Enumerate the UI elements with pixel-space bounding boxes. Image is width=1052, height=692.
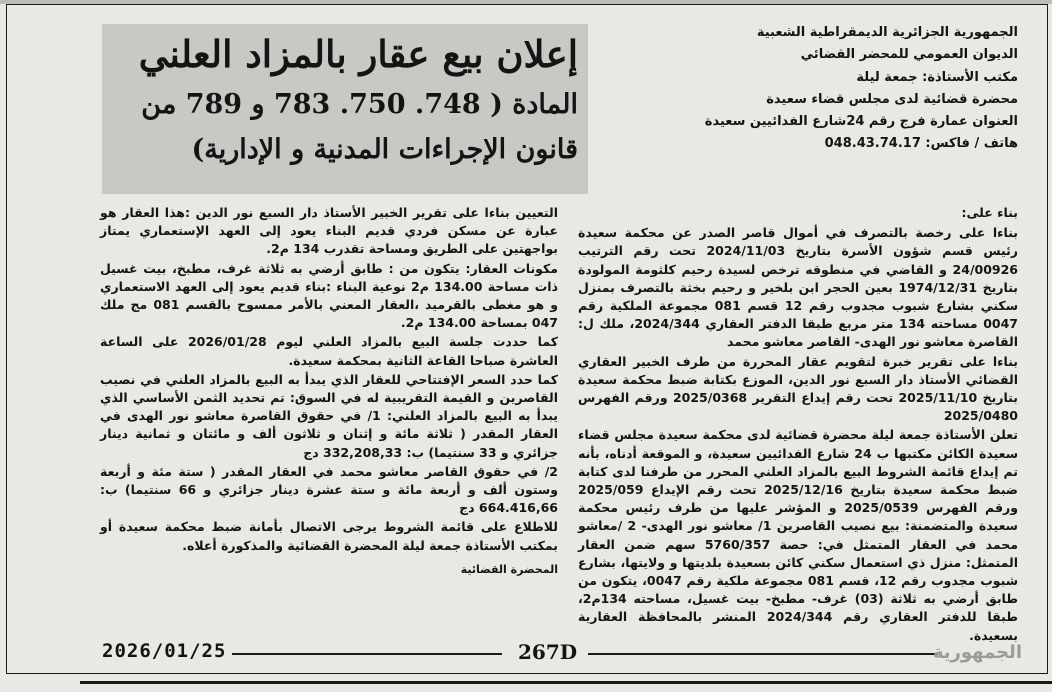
paragraph-property-description: التعيين بناءا على تقرير الخبير الأستاذ دار السبع نور الدين :هذا العقار هو عبارة عن مسكن فردي قديم البناء يعود إلى العهد الإستعماري يمتاز بواجهتين على الطريق ومساحة تقدرب 134 م2.	[100, 205, 558, 257]
announcement-subtitle-law: قانون الإجراءات المدنية و الإدارية)	[191, 134, 578, 165]
left-text-column	[100, 204, 558, 579]
bailiff-header	[668, 22, 1018, 156]
intro-line: بناء على:	[961, 205, 1018, 220]
footer-rule-left	[232, 653, 502, 655]
paragraph-contact: للاطلاع على قائمة الشروط يرجى الاتصال بأمانة ضبط محكمة سعيدة أو بمكتب الأستاذة جمعة ليلة المحضرة القضائية والمذكورة أعلاه.	[100, 519, 558, 553]
header-line-jurisdiction: محضرة قضائية لدى مجلس قضاء سعيدة	[766, 91, 1018, 107]
footer-date: 2026/01/25	[102, 640, 227, 662]
paragraph-second-share: 2/ في حقوق القاصر معاشو محمد في العقار المقدر ( ستة مئة و أربعة وستون ألف و أربعة مائة و ستة عشرة دينار جزائري و 66 سنتيما) ب: 664.416,66 دج	[100, 463, 558, 516]
paragraph-hearing-date: كما حددت جلسة البيع بالمزاد العلني ليوم 2026/01/28 على الساعة العاشرة صباحا القاعة الثانية بمحكمة سعيدة.	[100, 334, 558, 368]
header-line-office: الديوان العمومي للمحضر القضائي	[800, 47, 1018, 63]
right-text-column	[578, 204, 1018, 646]
paragraph-sale-notice: تعلن الأستاذة جمعة ليلة محضرة قضائية لدى محكمة سعيدة مجلس قضاء سعيدة الكائن مكتبها ب 24 شارع الفدائيين سعيدة، و الموقعة أدناه، بأنه تم إيداع قائمة الشروط البيع بالمزاد العلني المحرر من طرفنا لدى كتابة ضبط محكمة سعيدة بتاريخ 2025/12/16 تحت رقم الإيداع 2025/059 ورقم الفهرس 2025/0539 و المؤشر عليها من طرف رئيس محكمة سعيدة والمتضمنة: بيع نصيب القاصرين 1/ معاشو نور الهدى- 2 /معاشو محمد في العقار المتمثل في: حصة 5760/357 سهم ضمن العقار المتمثل: منزل ذي استعمال سكني كائن بسعيدة بلديتها و ولايتها، بشارع شبوب مجدوب رقم 12، قسم 081 مجموعة ملكية رقم 0047، يتكون من طابق أرضي به ثلاثة (03) غرف- مطبخ- بيت غسيل، مساحته 134م2، طبقا للدفتر العقاري رقم 2024/344 المنشر بالمحافظة العقارية بسعيدة.	[578, 427, 1019, 643]
next-page-edge	[80, 681, 1052, 692]
paragraph-expert-report: بناءا على تقرير خبرة لتقويم عقار المحررة من طرف الخبير العقاري القضائي الأستاذ دار السبع نور الدين، الموزع بكتابة ضبط محكمة سعيدة بتاريخ 2025/11/10 تحت رقم إيداع التقرير 2025/0368 ورقم الفهرس 2025/0480	[578, 353, 1018, 424]
announcement-title-box	[102, 24, 588, 194]
paragraph-authorization: بناءا على رخصة بالتصرف في أموال قاصر الصدر عن محكمة سعيدة رئيس قسم شؤون الأسرة بتاريخ 2024/11/03 تحت رقم الترتيب 24/00926 و القاضي في منطوقه ترخص لسيدة رحيم كلثومة المولودة بتاريخ 1974/12/31 بعين الحجر ابن بلخير و رحيم بخثة بالتصرف بمنزل سكني بشارع شبوب مجدوب رقم 12 قسم 081 مجموعة الملكية رقم 0047 مساحته 134 متر مربع طبقا الدفتر العقاري 2024/344، ملك ل: القاصرة معاشو نور الهدى- القاصر معاشو محمد	[578, 225, 1018, 350]
footer-rule-right	[588, 653, 938, 655]
footer-page-number: 267D	[518, 640, 578, 664]
announcement-subtitle-articles: المادة ( 748. 750. 783 و 789 من	[141, 89, 578, 120]
announcement-title: إعلان بيع عقار بالمزاد العلني	[138, 32, 578, 76]
header-line-bailiff-name: مكتب الأستاذة: جمعة ليلة	[856, 69, 1018, 85]
bailiff-signature: المحضرة القضائية	[460, 562, 558, 576]
page-footer	[72, 640, 1032, 670]
newspaper-brand-logo: الجمهورية	[932, 642, 1022, 663]
header-line-republic: الجمهورية الجزائرية الديمقراطية الشعبية	[756, 25, 1018, 40]
header-line-phone: هاتف / فاكس: 048.43.74.17	[824, 136, 1018, 152]
paragraph-opening-price: كما حدد السعر الإفتتاحي للعقار الذي يبدأ به البيع بالمزاد العلني في نصيب القاصرين و القيمة التقريبية له في السوق: تم تحديد الثمن الأساسي الذي يبدأ به البيع بالمزاد العلني: 1/ في حقوق القاصرة معاشو نور الهدى في العقار المقدر ( ثلاثة مائة و إثنان و ثلاثون ألف و مائتان و ثمانية دينار جزائري و 33 سنتيما) ب: 332,208,33 دج	[100, 371, 558, 460]
paragraph-property-components: مكونات العقار: يتكون من : طابق أرضي به ثلاثة غرف، مطبخ، بيت غسيل ذات مساحة 134.00 م2 نوعية البناء :بناء قديم يعود إلى العهد الاستعماري و هو مغطى بالقرميد ،العقار المعني بالأمر ممسوح بالقسم 081 مج ملك 047 بمساحة 134.00 م2.	[100, 260, 559, 331]
header-line-address: العنوان عمارة فرج رقم 24شارع الفدائيين سعيدة	[704, 114, 1018, 130]
